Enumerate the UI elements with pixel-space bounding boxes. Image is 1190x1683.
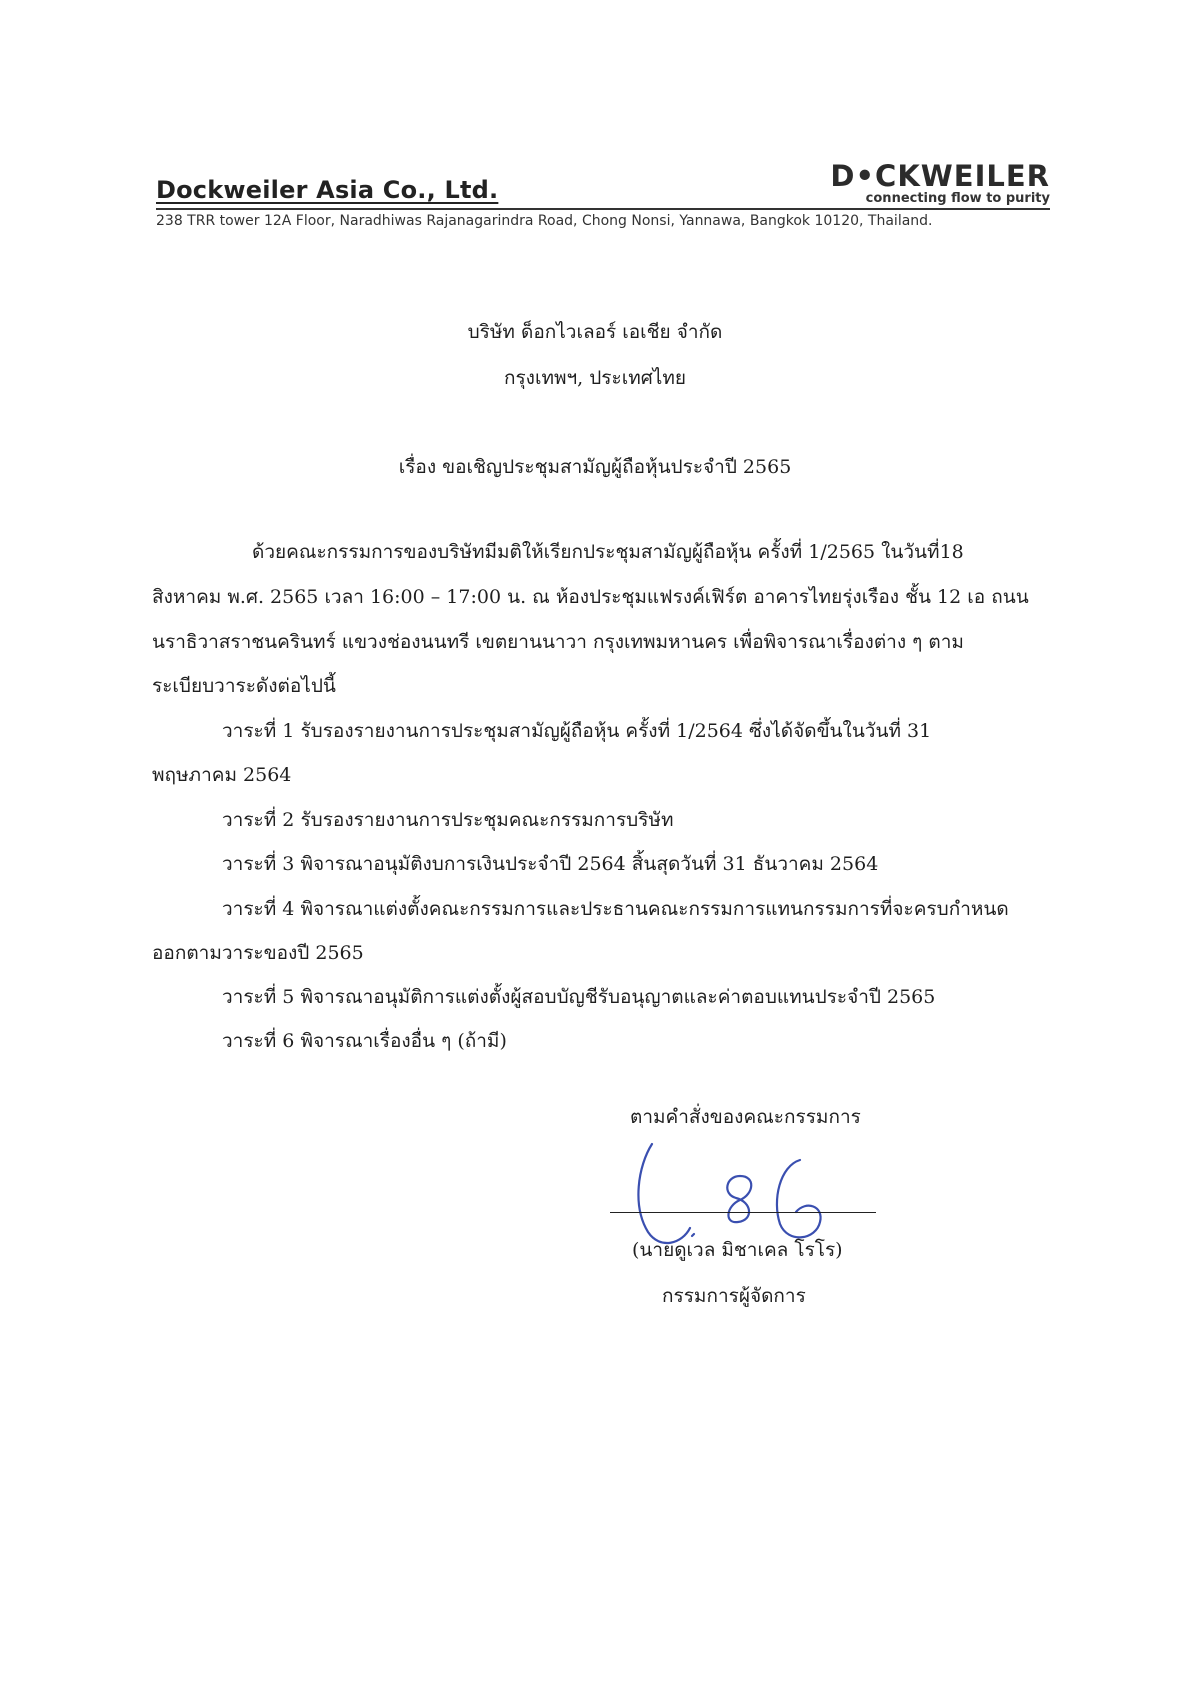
intro-line: ด้วยคณะกรรมการของบริษัทมีมติให้เรียกประชุมสามัญผู้ถือหุ้น ครั้งที่ 1/2565 ในวันที่18 <box>252 541 964 563</box>
company-name-thai: บริษัท ด็อกไวเลอร์ เอเชีย จำกัด <box>467 321 723 343</box>
agenda-item-4-continuation: ออกตามวาระของปี 2565 <box>152 942 364 964</box>
dockweiler-logo <box>776 160 1050 208</box>
by-order-of-board: ตามคำสั่งของคณะกรรมการ <box>630 1106 861 1128</box>
agenda-item-3: วาระที่ 3 พิจารณาอนุมัติงบการเงินประจำปี 2564 สิ้นสุดวันที่ 31 ธันวาคม 2564 <box>222 853 879 875</box>
agenda-item-1: วาระที่ 1 รับรองรายงานการประชุมสามัญผู้ถือหุ้น ครั้งที่ 1/2564 ซึ่งได้จัดขึ้นในวันที่ 31 <box>222 720 932 742</box>
company-address: 238 TRR tower 12A Floor, Naradhiwas Rajanagarindra Road, Chong Nonsi, Yannawa, Bangkok 10120, Thailand. <box>156 213 933 229</box>
intro-line: นราธิวาสราชนครินทร์ แขวงช่องนนทรี เขตยานนาวา กรุงเทพมหานคร เพื่อพิจารณาเรื่องต่าง ๆ ตาม <box>152 631 964 653</box>
intro-line: สิงหาคม พ.ศ. 2565 เวลา 16:00 – 17:00 น. ณ ห้องประชุมแฟรงค์เฟิร์ต อาคารไทยรุ่งเรือง ชั้น 12 เอ ถนน <box>152 586 1029 608</box>
location-thai: กรุงเทพฯ, ประเทศไทย <box>503 367 687 389</box>
logo-tagline: connecting flow to purity <box>865 191 1050 206</box>
agenda-item-1-continuation: พฤษภาคม 2564 <box>152 764 292 786</box>
agenda-item-6: วาระที่ 6 พิจารณาเรื่องอื่น ๆ (ถ้ามี) <box>222 1030 507 1052</box>
subject-line: เรื่อง ขอเชิญประชุมสามัญผู้ถือหุ้นประจำปี 2565 <box>398 456 792 478</box>
company-name: Dockweiler Asia Co., Ltd. <box>156 176 499 204</box>
signer-title: กรรมการผู้จัดการ <box>662 1285 806 1307</box>
agenda-item-4: วาระที่ 4 พิจารณาแต่งตั้งคณะกรรมการและประธานคณะกรรมการแทนกรรมการที่จะครบกำหนด <box>222 898 1009 920</box>
logo-wordmark: D•CKWEILER <box>830 159 1050 193</box>
agenda-item-2: วาระที่ 2 รับรองรายงานการประชุมคณะกรรมการบริษัท <box>222 809 674 831</box>
agenda-item-5: วาระที่ 5 พิจารณาอนุมัติการแต่งตั้งผู้สอบบัญชีรับอนุญาตและค่าตอบแทนประจำปี 2565 <box>222 986 936 1008</box>
signature-line <box>610 1212 876 1213</box>
intro-line: ระเบียบวาระดังต่อไปนี้ <box>152 675 336 697</box>
signer-name: (นายดูเวล มิชาเคล โรโร) <box>632 1239 843 1261</box>
header-divider <box>156 208 1050 210</box>
